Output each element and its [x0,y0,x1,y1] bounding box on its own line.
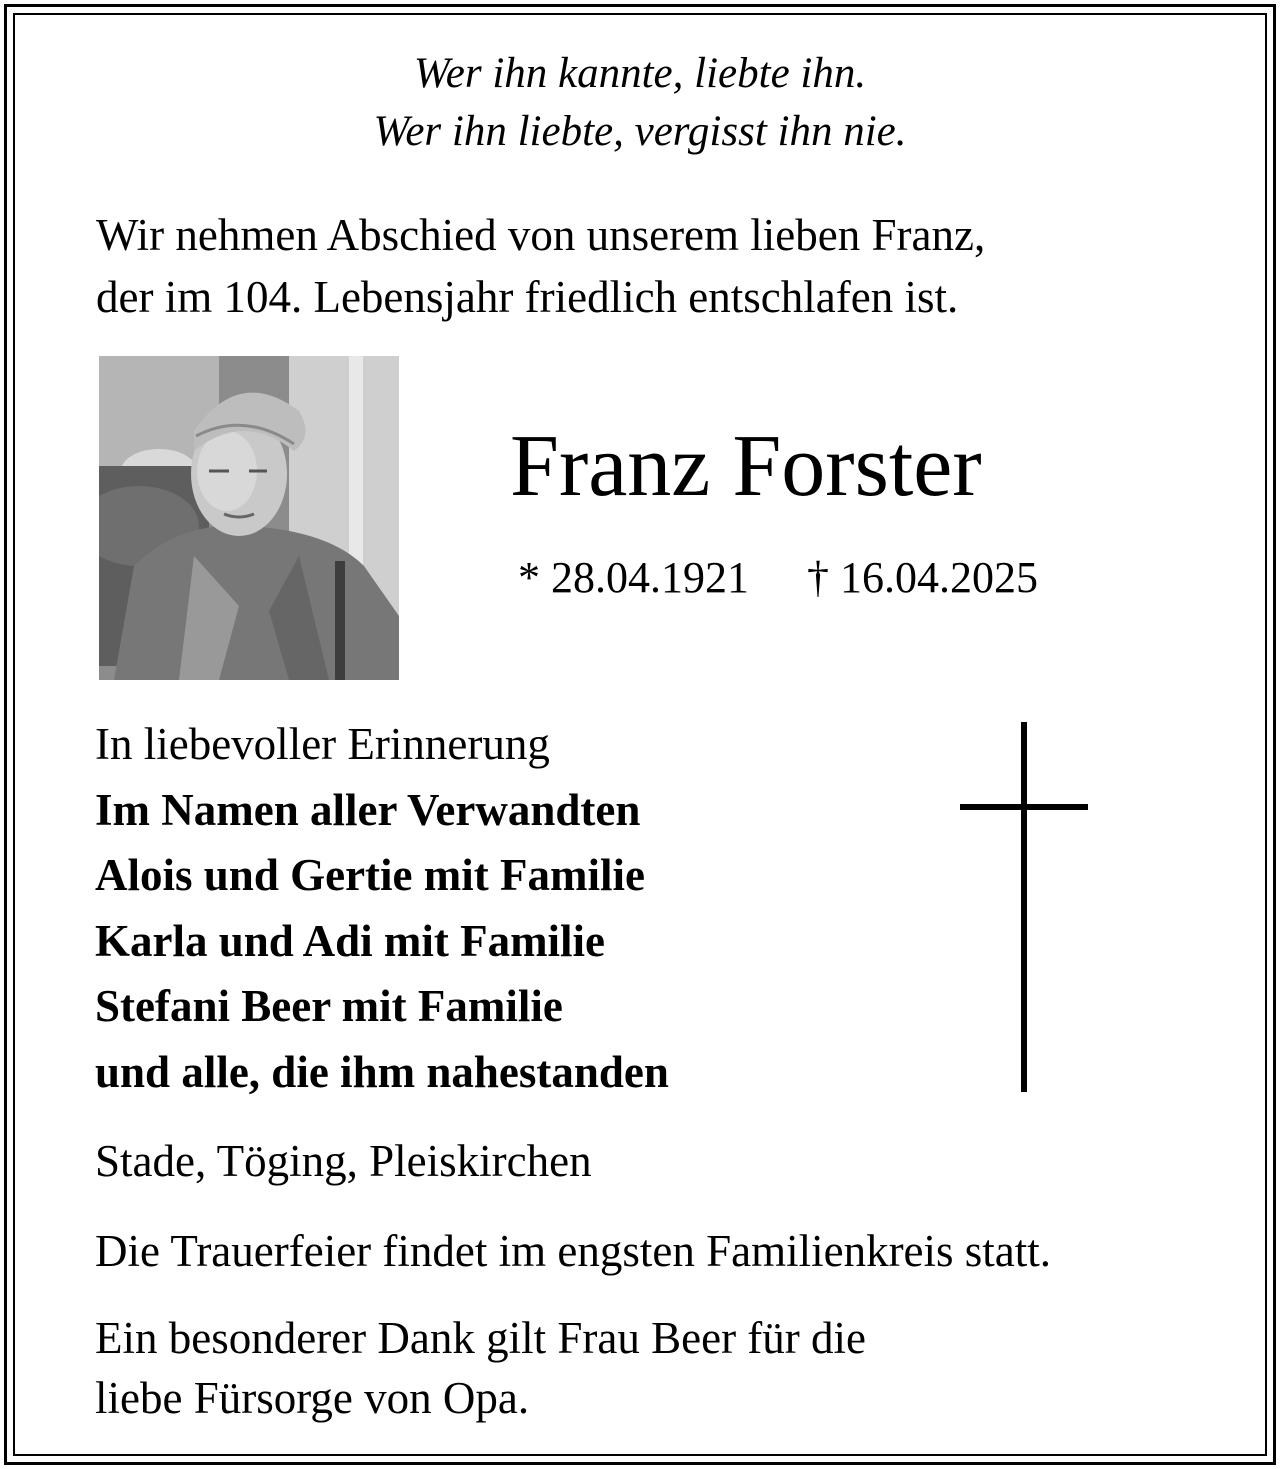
motto-line-1: Wer ihn kannte, liebte ihn. [413,50,867,97]
birth-date: * 28.04.1921 [518,553,749,602]
mourners-block [95,712,669,1105]
places: Stade, Töging, Pleiskirchen [95,1136,592,1186]
mourner-line: Im Namen aller Verwandten [95,784,641,835]
thanks-line-1: Ein besonderer Dank gilt Frau Beer für die [95,1313,866,1363]
mourner-line: Alois und Gertie mit Familie [95,850,645,900]
mourner-line: Karla und Adi mit Familie [95,915,606,966]
cross-icon [958,722,1090,1092]
life-dates [518,550,1038,606]
intro-text [96,204,985,328]
intro-line-2: der im 104. Lebensjahr friedlich entschlafen ist. [96,272,959,322]
death-date: † 16.04.2025 [807,553,1038,602]
ceremony-notice: Die Trauerfeier findet im engsten Familienkreis statt. [95,1226,1052,1276]
portrait-photo [99,356,399,680]
mourner-line: und alle, die ihm nahestanden [95,1046,669,1097]
intro-line-1: Wir nehmen Abschied von unserem lieben Franz, [96,210,986,260]
portrait-image [99,356,399,680]
mourner-line: Stefani Beer mit Familie [95,981,563,1031]
motto [0,45,1280,161]
deceased-name: Franz Forster [510,418,982,515]
mourners-intro: In liebevoller Erinnerung [95,719,550,769]
thanks-note [95,1308,866,1428]
thanks-line-2: liebe Fürsorge von Opa. [95,1373,530,1423]
motto-line-2: Wer ihn liebte, vergisst ihn nie. [373,108,907,155]
